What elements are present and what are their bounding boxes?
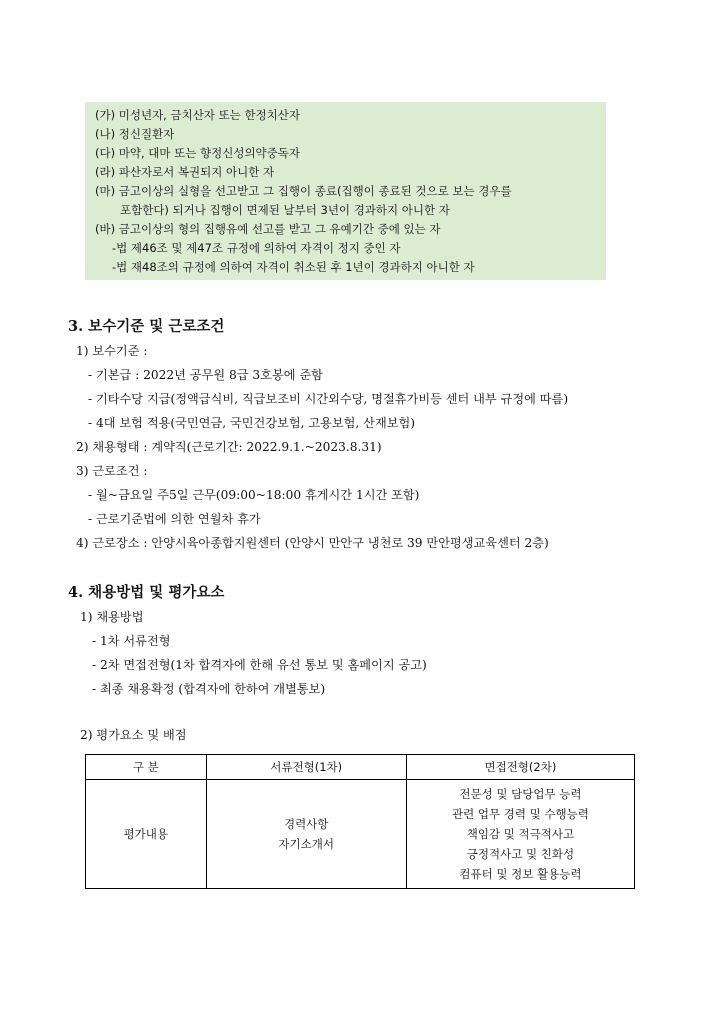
- interview-item: 전문성 및 담당업무 능력: [459, 787, 582, 801]
- pay-standard-label: 1) 보수기준 :: [76, 344, 148, 358]
- interview-items-cell: [406, 780, 634, 889]
- hiring-step-line: - 1차 서류전형: [92, 634, 171, 648]
- interview-item: 책임감 및 적극적사고: [466, 827, 575, 841]
- insurance-line: - 4대 보험 적용(국민연금, 국민건강보험, 고용보험, 산재보험): [88, 416, 416, 430]
- section4-title: 4. 채용방법 및 평가요소: [68, 584, 225, 601]
- work-hours-line: - 월~금요일 주5일 근무(09:00~18:00 휴게시간 1시간 포함): [88, 488, 420, 502]
- section3-title: 3. 보수기준 및 근로조건: [68, 318, 225, 335]
- header-interview: 면접전형(2차): [406, 755, 634, 780]
- interview-item: 컴퓨터 및 정보 활용능력: [459, 867, 582, 881]
- disqualify-line: (가) 미성년자, 금치산자 또는 한정치산자: [95, 108, 300, 122]
- table-header-row: [86, 755, 635, 780]
- base-pay-line: - 기본급 : 2022년 공무원 8급 3호봉에 준함: [88, 368, 323, 382]
- hiring-step-line: - 최종 채용확정 (합격자에 한하여 개별통보): [92, 682, 326, 696]
- leave-line: - 근로기준법에 의한 연월차 휴가: [88, 512, 261, 526]
- hiring-step-line: - 2차 면접전형(1차 합격자에 한해 유선 통보 및 홈페이지 공고): [92, 658, 427, 672]
- row-label: 평가내용: [86, 780, 207, 889]
- document-items-cell: [206, 780, 406, 889]
- document-item: 경력사항: [283, 817, 329, 831]
- disqualify-line: -법 재48조의 규정에 의하여 자격이 취소된 후 1년이 경과하지 아니한 자: [112, 260, 475, 274]
- header-document-screening: 서류전형(1차): [206, 755, 406, 780]
- document-item: 자기소개서: [278, 837, 334, 851]
- disqualification-box: [85, 102, 606, 280]
- disqualify-line: 포함한다) 되거나 집행이 면제된 날부터 3년이 경과하지 아니한 자: [120, 203, 450, 217]
- interview-item: 긍정적사고 및 친화성: [466, 847, 575, 861]
- eval-title: 2) 평가요소 및 배점: [80, 728, 187, 742]
- allowance-line: - 기타수당 지급(정액급식비, 직급보조비 시간외수당, 명절휴가비등 센터 내부 규정에 따름): [88, 392, 569, 406]
- hiring-method-label: 1) 채용방법: [80, 610, 144, 624]
- header-category: 구 분: [86, 755, 207, 780]
- disqualify-line: -법 제46조 및 제47조 규정에 의하여 자격이 정지 중인 자: [112, 241, 401, 255]
- work-place-line: 4) 근로장소 : 안양시육아종합지원센터 (안양시 만안구 냉천로 39 만안평생교육센터 2층): [76, 536, 549, 550]
- interview-item: 관련 업무 경력 및 수행능력: [452, 807, 589, 821]
- disqualify-line: (라) 파산자로서 복권되지 아니한 자: [95, 165, 275, 179]
- employment-type-line: 2) 채용형태 : 계약직(근로기간: 2022.9.1.~2023.8.31): [76, 440, 382, 454]
- disqualify-line: (다) 마약, 대마 또는 향정신성의약중독자: [95, 146, 300, 160]
- table-row: [86, 780, 635, 889]
- evaluation-table: [85, 754, 635, 889]
- disqualify-line: (바) 금고이상의 형의 집행유예 선고를 받고 그 유예기간 중에 있는 자: [95, 222, 441, 236]
- disqualify-line: (나) 정신질환자: [95, 127, 175, 141]
- work-conditions-label: 3) 근로조건 :: [76, 464, 148, 478]
- disqualify-line: (마) 금고이상의 실형을 선고받고 그 집행이 종료(집행이 종료된 것으로 보는 경우를: [95, 184, 512, 198]
